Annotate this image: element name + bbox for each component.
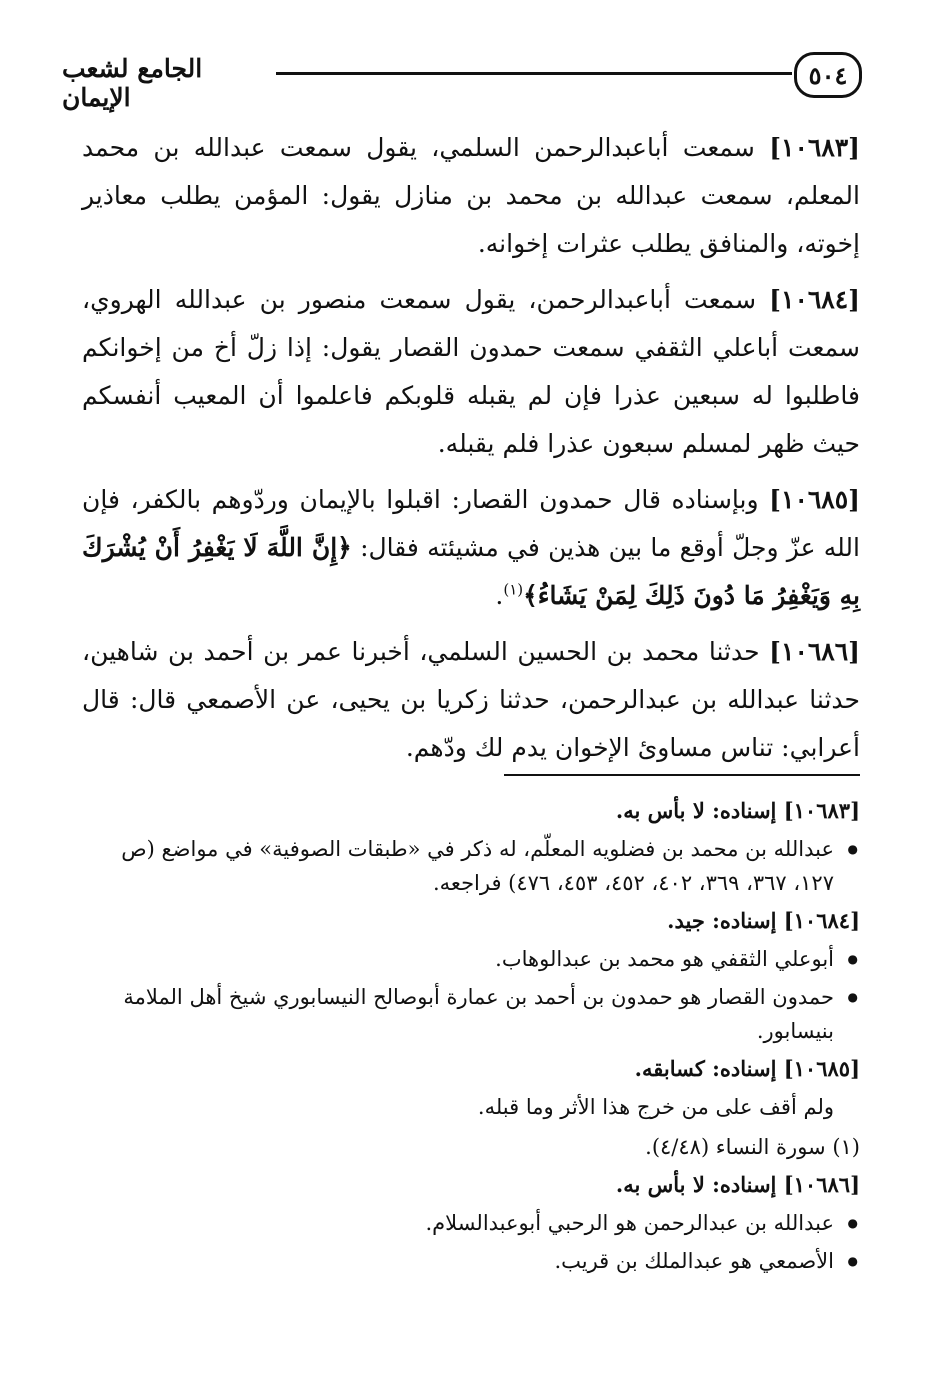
note-head-10685: [١٠٦٨٥] إسناده: كسابقه. bbox=[634, 1056, 860, 1081]
note-item: ● أبوعلي الثقفي هو محمد بن عبدالوهاب. bbox=[100, 942, 860, 976]
paragraph-10683 bbox=[82, 124, 860, 268]
note-item: ● عبدالله بن عبدالرحمن هو الرحبي أبوعبدالسلام. bbox=[100, 1206, 860, 1240]
header-rule bbox=[276, 72, 792, 75]
paragraph-10686 bbox=[82, 628, 860, 772]
paragraph-text: حدثنا محمد بن الحسين السلمي، أخبرنا عمر بن أحمد بن شاهين، حدثنا عبدالله بن عبدالرحمن، حدثنا زكريا بن يحيى، عن الأصمعي قال: قال أعرابي: تناس مساوئ الإخوان يدم لك ودّهم. bbox=[82, 637, 860, 762]
hadith-number: [١٠٦٨٥] bbox=[769, 485, 860, 514]
note-text: ولم أقف على من خرج هذا الأثر وما قبله. bbox=[477, 1095, 834, 1119]
quran-verse: ﴿إِنَّ اللَّهَ لَا يَغْفِرُ أَنْ يُشْرَكَ بِهِ وَيَغْفِرُ مَا دُونَ ذَلِكَ لِمَنْ يَشَاءُ﴾ bbox=[82, 533, 860, 610]
page-header bbox=[62, 44, 862, 112]
main-text bbox=[82, 124, 860, 780]
paragraph-text: سمعت أباعبدالرحمن، يقول سمعت منصور بن عبدالله الهروي، سمعت أباعلي الثقفي سمعت حمدون القصار يقول: إذا زلّ أخ من إخوانكم فاطلبوا له سبعين عذرا فإن لم يقبله قلوبكم فاعلموا أن المعيب أنفسكم حيث ظهر لمسلم سبعون عذرا فلم يقبله. bbox=[82, 285, 860, 458]
hadith-number: [١٠٦٨٤] bbox=[769, 285, 860, 314]
note-head-10684: [١٠٦٨٤] إسناده: جيد. bbox=[667, 908, 860, 933]
page-number: ٥٠٤ bbox=[794, 52, 862, 98]
note-head-10683: [١٠٦٨٣] إسناده: لا بأس به. bbox=[615, 798, 860, 823]
paragraph-10684 bbox=[82, 276, 860, 468]
note-item: ● عبدالله بن محمد بن فضلويه المعلّم، له ذكر في «طبقات الصوفية» في مواضع (ص ١٢٧، ٣٦٧، ٣٦٩، ٤٠٢، ٤٥٢، ٤٥٣، ٤٧٦) فراجعه. bbox=[100, 832, 860, 900]
hadith-number: [١٠٦٨٣] bbox=[769, 133, 861, 162]
note-head-10686: [١٠٦٨٦] إسناده: لا بأس به. bbox=[615, 1172, 860, 1197]
paragraph-text: وبإسناده قال حمدون القصار: اقبلوا بالإيمان وردّوهم بالكفر، فإن الله عزّ وجلّ أوقع ما بين هذين في مشيئته فقال: bbox=[82, 485, 860, 562]
footnote-marker: (١) bbox=[503, 580, 524, 599]
note-item: ● حمدون القصار هو حمدون بن أحمد بن عمارة أبوصالح النيسابوري شيخ أهل الملامة بنيسابور. bbox=[100, 980, 860, 1048]
book-title: الجامع لشعب الإيمان bbox=[62, 54, 203, 112]
hadith-number: [١٠٦٨٦] bbox=[769, 637, 860, 666]
paragraph-10685 bbox=[82, 476, 860, 620]
paragraph-text: سمعت أباعبدالرحمن السلمي، يقول سمعت عبدالله بن محمد المعلم، سمعت عبدالله بن محمد بن منازل يقول: المؤمن يطلب معاذير إخوته، والمنافق يطلب عثرات إخوانه. bbox=[82, 133, 860, 258]
footnotes bbox=[100, 794, 860, 1282]
paragraph-end: . bbox=[495, 581, 504, 610]
note-item: ● الأصمعي هو عبدالملك بن قريب. bbox=[100, 1244, 860, 1278]
quran-footnote: (١) سورة النساء (٤/٤٨). bbox=[645, 1135, 860, 1159]
footnote-rule bbox=[504, 774, 860, 776]
